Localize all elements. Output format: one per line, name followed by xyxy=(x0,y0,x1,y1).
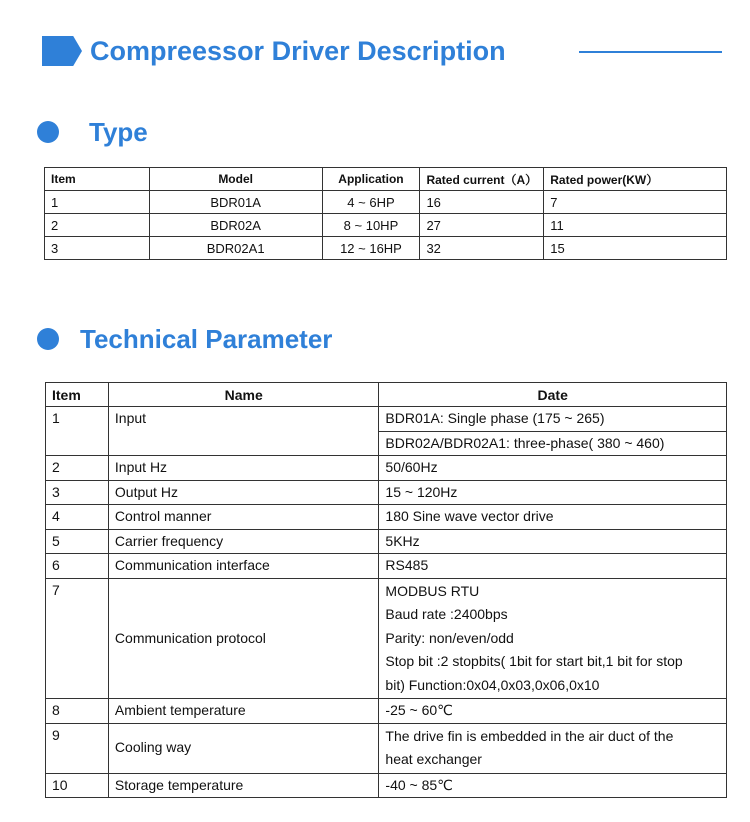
bullet-dot-icon xyxy=(37,328,59,350)
type-heading: Type xyxy=(89,117,148,147)
protocol-line: Baud rate :2400bps xyxy=(385,606,508,622)
param-cell-item: 6 xyxy=(46,554,109,579)
param-cell-name: Control manner xyxy=(108,505,379,530)
param-cell-value: -40 ~ 85℃ xyxy=(379,773,727,798)
param-cell-item: 9 xyxy=(46,723,109,773)
protocol-line: bit) Function:0x04,0x03,0x06,0x10 xyxy=(385,676,600,693)
type-cell-item: 3 xyxy=(45,237,150,260)
param-header-item: Item xyxy=(46,383,109,407)
table-row xyxy=(46,407,727,432)
type-header-power: Rated power(KW） xyxy=(544,168,727,191)
type-header-application: Application xyxy=(322,168,420,191)
param-cell-value: 15 ~ 120Hz xyxy=(379,480,727,505)
type-cell-current: 32 xyxy=(420,237,544,260)
param-cell-name: Communication protocol xyxy=(108,578,379,699)
type-header-item: Item xyxy=(45,168,150,191)
type-cell-model: BDR01A xyxy=(149,191,322,214)
param-cell-value xyxy=(379,723,727,773)
param-cell-item: 1 xyxy=(46,407,109,456)
table-row xyxy=(46,554,727,579)
type-header-model: Model xyxy=(149,168,322,191)
bullet-dot-icon xyxy=(37,121,59,143)
param-cell-item: 7 xyxy=(46,578,109,699)
table-row xyxy=(45,191,727,214)
table-row xyxy=(46,723,727,773)
table-row xyxy=(46,578,727,699)
type-cell-application: 4 ~ 6HP xyxy=(322,191,420,214)
cooling-line: The drive fin is embedded in the air duct of the xyxy=(385,727,674,744)
type-table-header xyxy=(45,168,727,191)
table-row xyxy=(46,773,727,798)
type-cell-application: 12 ~ 16HP xyxy=(322,237,420,260)
param-cell-item: 4 xyxy=(46,505,109,530)
type-cell-power: 7 xyxy=(544,191,727,214)
cooling-line: heat exchanger xyxy=(385,751,482,767)
param-cell-name: Cooling way xyxy=(108,723,379,773)
type-cell-model: BDR02A1 xyxy=(149,237,322,260)
type-header-current: Rated current（A） xyxy=(420,168,544,191)
param-cell-item: 10 xyxy=(46,773,109,798)
param-cell-name: Carrier frequency xyxy=(108,529,379,554)
table-row xyxy=(46,529,727,554)
type-section-header xyxy=(37,116,237,150)
protocol-line: Parity: non/even/odd xyxy=(385,629,514,646)
table-row xyxy=(46,480,727,505)
param-header-date: Date xyxy=(379,383,727,407)
param-cell-value: 180 Sine wave vector drive xyxy=(379,505,727,530)
protocol-line: MODBUS RTU xyxy=(385,582,480,599)
param-cell-name: Storage temperature xyxy=(108,773,379,798)
param-cell-item: 2 xyxy=(46,456,109,481)
param-cell-name: Output Hz xyxy=(108,480,379,505)
param-cell-value: 50/60Hz xyxy=(379,456,727,481)
table-row xyxy=(45,237,727,260)
param-cell-value: -25 ~ 60℃ xyxy=(379,699,727,724)
type-cell-power: 15 xyxy=(544,237,727,260)
param-cell-value: BDR01A: Single phase (175 ~ 265) xyxy=(379,407,727,432)
parameter-table xyxy=(45,382,727,798)
table-row xyxy=(46,505,727,530)
table-row xyxy=(45,214,727,237)
type-cell-item: 1 xyxy=(45,191,150,214)
title-divider xyxy=(579,51,722,53)
type-cell-item: 2 xyxy=(45,214,150,237)
param-cell-value: RS485 xyxy=(379,554,727,579)
param-cell-name: Communication interface xyxy=(108,554,379,579)
param-cell-item: 8 xyxy=(46,699,109,724)
tech-section-header xyxy=(37,323,377,357)
param-cell-value xyxy=(379,578,727,699)
type-cell-model: BDR02A xyxy=(149,214,322,237)
page-header xyxy=(42,34,722,70)
page-title: Compreessor Driver Description xyxy=(90,36,506,66)
type-cell-current: 27 xyxy=(420,214,544,237)
type-table xyxy=(44,167,727,260)
protocol-line: Stop bit :2 stopbits( 1bit for start bit,1 bit for stop xyxy=(385,653,683,669)
param-table-header xyxy=(46,383,727,407)
param-cell-item: 3 xyxy=(46,480,109,505)
param-cell-name: Input xyxy=(108,407,379,456)
table-row xyxy=(46,456,727,481)
param-cell-value: 5KHz xyxy=(379,529,727,554)
table-row xyxy=(46,699,727,724)
param-cell-name: Ambient temperature xyxy=(108,699,379,724)
param-cell-name: Input Hz xyxy=(108,456,379,481)
type-cell-current: 16 xyxy=(420,191,544,214)
param-header-name: Name xyxy=(108,383,379,407)
type-cell-application: 8 ~ 10HP xyxy=(322,214,420,237)
tech-heading: Technical Parameter xyxy=(80,324,333,354)
arrow-flag-icon xyxy=(42,36,82,66)
param-cell-item: 5 xyxy=(46,529,109,554)
param-cell-value: BDR02A/BDR02A1: three-phase( 380 ~ 460) xyxy=(379,431,727,456)
type-cell-power: 11 xyxy=(544,214,727,237)
